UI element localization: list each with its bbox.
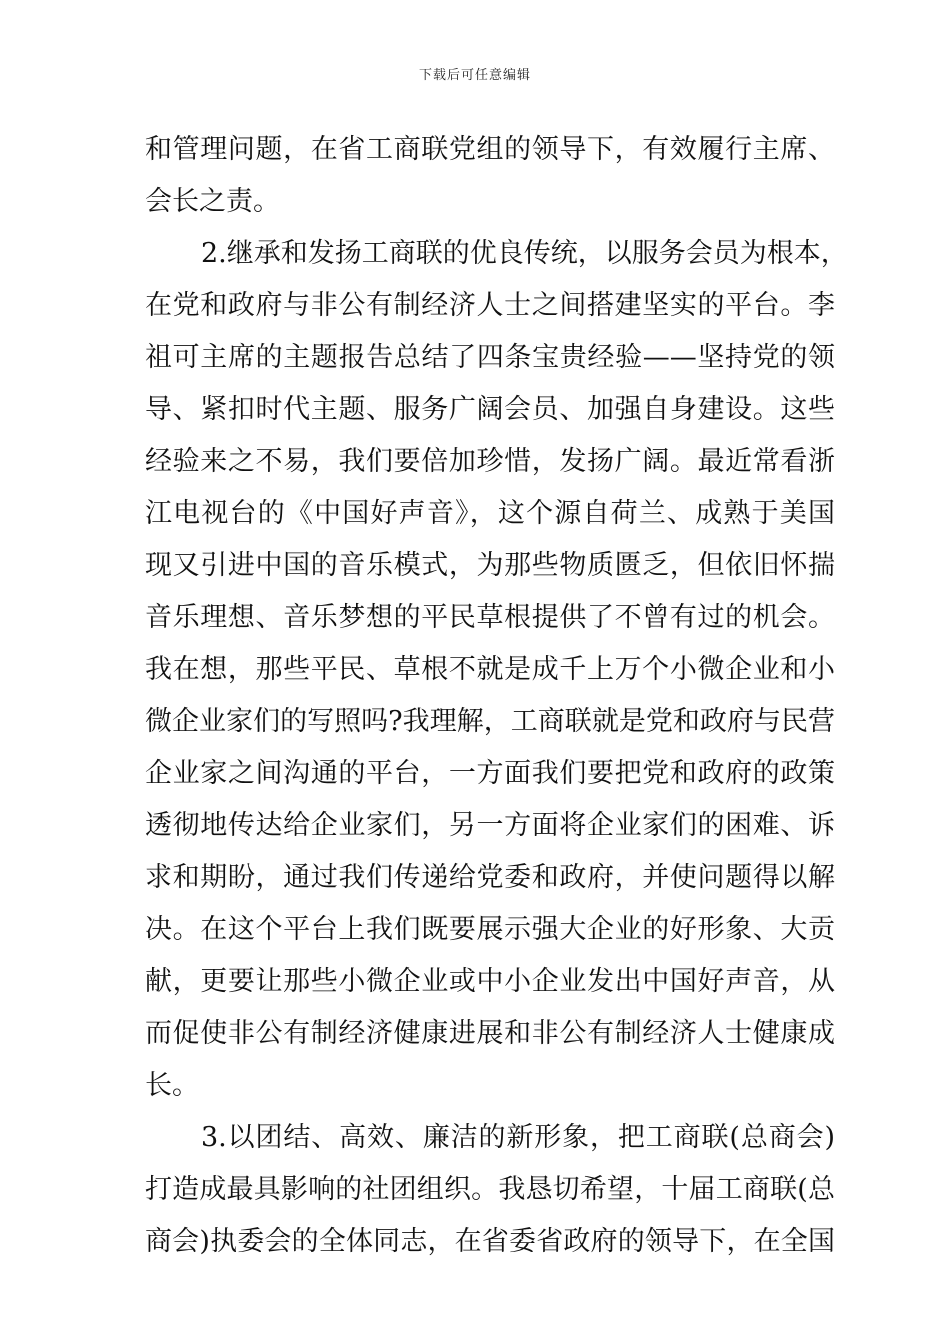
text-line: 长。 [145,1070,199,1101]
text-line: 微企业家们的写照吗?我理解，工商联就是党和政府与民营 [145,706,835,737]
text-line: 现又引进中国的音乐模式，为那些物质匮乏，但依旧怀揣 [145,550,835,581]
text-line: 献，更要让那些小微企业或中小企业发出中国好声音，从 [145,966,835,997]
text-line: 会长之责。 [145,186,280,217]
text-line: 决。在这个平台上我们既要展示强大企业的好形象、大贡 [145,914,835,945]
text-line: 在党和政府与非公有制经济人士之间搭建坚实的平台。李 [145,290,835,321]
document-body [145,124,848,1268]
text-line: 和管理问题，在省工商联党组的领导下，有效履行主席、 [145,134,835,165]
text-line: 导、紧扣时代主题、服务广阔会员、加强自身建设。这些 [145,394,835,425]
text-line: 透彻地传达给企业家们，另一方面将企业家们的困难、诉 [145,810,835,841]
text-line: 求和期盼，通过我们传递给党委和政府，并使问题得以解 [145,862,835,893]
text-line: 2.继承和发扬工商联的优良传统，以服务会员为根本， [201,238,848,269]
page-header: 下载后可任意编辑 [418,68,531,83]
text-line: 商会)执委会的全体同志，在省委省政府的领导下，在全国 [145,1226,835,1257]
text-line: 而促使非公有制经济健康进展和非公有制经济人士健康成 [145,1018,835,1049]
text-line: 企业家之间沟通的平台，一方面我们要把党和政府的政策 [145,758,835,789]
text-line: 3.以团结、高效、廉洁的新形象，把工商联(总商会) [201,1122,835,1153]
text-line: 打造成最具影响的社团组织。我恳切希望，十届工商联(总 [145,1174,835,1205]
text-line: 音乐理想、音乐梦想的平民草根提供了不曾有过的机会。 [145,602,835,633]
text-line: 经验来之不易，我们要倍加珍惜，发扬广阔。最近常看浙 [145,446,835,477]
text-line: 江电视台的《中国好声音》，这个源自荷兰、成熟于美国 [145,498,835,529]
text-line: 我在想，那些平民、草根不就是成千上万个小微企业和小 [145,654,835,685]
text-line: 祖可主席的主题报告总结了四条宝贵经验——坚持党的领 [145,342,835,373]
